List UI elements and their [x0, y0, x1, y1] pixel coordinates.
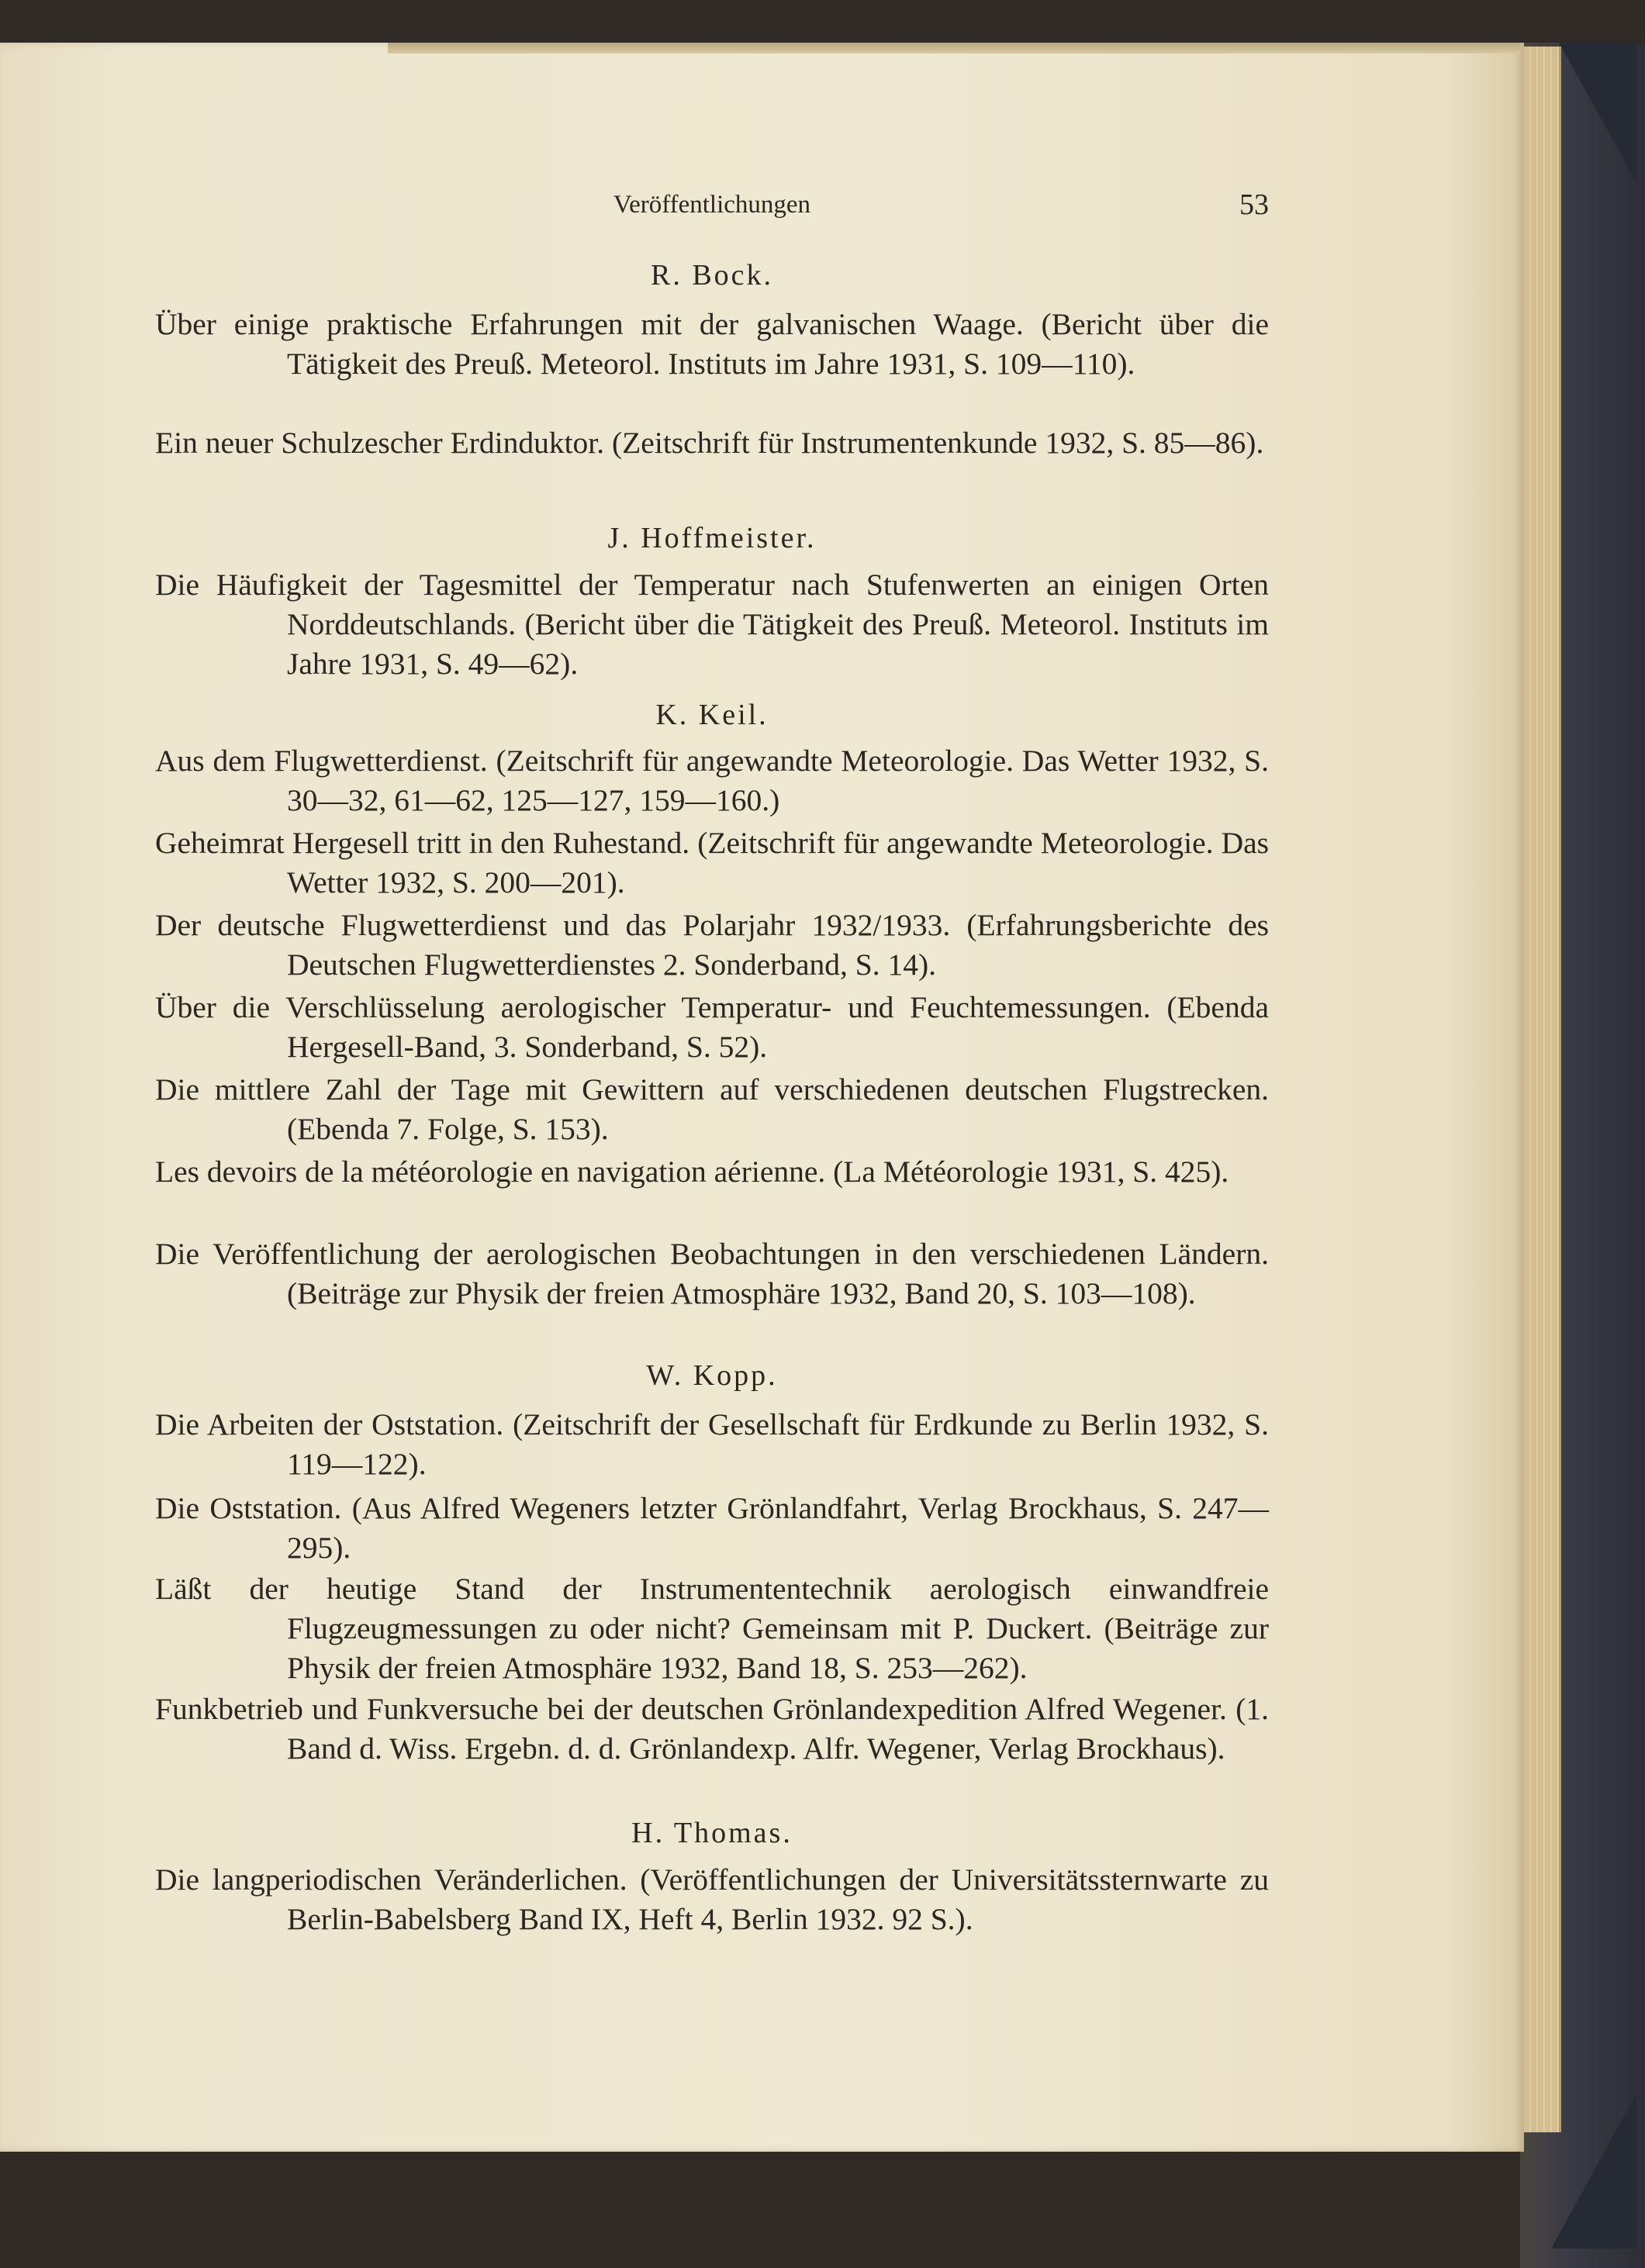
- bibliography-entry: Die langperiodischen Veränderlichen. (Veröffentlichungen der Universitätssternwarte zu Berlin-Babelsberg Band IX, Heft 4, Berlin 1932. 92 S.).: [155, 1862, 1269, 1936]
- cover-corner-bottom: [1551, 2094, 1636, 2249]
- bibliography-entry: Die Arbeiten der Oststation. (Zeitschrift der Gesellschaft für Erdkunde zu Berlin 1932, S. 119—122).: [155, 1407, 1269, 1481]
- author-heading: H. Thomas.: [631, 1817, 793, 1849]
- bibliography-entry: Die Häufigkeit der Tagesmittel der Temperatur nach Stufenwerten an einigen Orten Norddeutschlands. (Bericht über die Tätigkeit des Preuß. Meteorol. Instituts im Jahre 1931, S. 49—62).: [155, 568, 1269, 681]
- running-head: [155, 188, 1269, 226]
- author-heading: W. Kopp.: [646, 1359, 778, 1392]
- bibliography-entry: Über die Verschlüsselung aerologischer Temperatur- und Feuchtemessungen. (Ebenda Hergesell-Band, 3. Sonderband, S. 52).: [155, 990, 1269, 1064]
- bibliography-entry: Aus dem Flugwetterdienst. (Zeitschrift für angewandte Meteorologie. Das Wetter 1932, S. 30—32, 61—62, 125—127, 159—160.): [155, 744, 1269, 817]
- page-number: 53: [1239, 188, 1269, 221]
- running-title: Veröffentlichungen: [613, 191, 811, 219]
- page-top-shadow: [388, 43, 1520, 54]
- cover-corner-top: [1559, 43, 1636, 182]
- bibliography-entry: Der deutsche Flugwetterdienst und das Polarjahr 1932/1933. (Erfahrungsberichte des Deutschen Flugwetterdienstes 2. Sonderband, S. 14).: [155, 908, 1269, 982]
- author-heading: J. Hoffmeister.: [607, 522, 817, 554]
- bibliography-entry: Funkbetrieb und Funkversuche bei der deutschen Grönlandexpedition Alfred Wegener. (1. Band d. Wiss. Ergebn. d. d. Grönlandexp. Alfr. Wegener, Verlag Brockhaus).: [155, 1692, 1269, 1766]
- author-heading: K. Keil.: [655, 699, 769, 731]
- bibliography-entry: Die Veröffentlichung der aerologischen Beobachtungen in den verschiedenen Ländern. (Beiträge zur Physik der freien Atmosphäre 1932, Band 20, S. 103—108).: [155, 1237, 1269, 1310]
- bibliography-entry: Die mittlere Zahl der Tage mit Gewittern auf verschiedenen deutschen Flugstrecken. (Ebenda 7. Folge, S. 153).: [155, 1072, 1269, 1146]
- bibliography-entry: Les devoirs de la météorologie en navigation aérienne. (La Météorologie 1931, S. 425).: [155, 1155, 1229, 1189]
- author-heading: R. Bock.: [650, 259, 774, 292]
- bibliography-entry: Ein neuer Schulzescher Erdinduktor. (Zeitschrift für Instrumentenkunde 1932, S. 85—86).: [155, 426, 1264, 460]
- bibliography-entry: Über einige praktische Erfahrungen mit der galvanischen Waage. (Bericht über die Tätigkeit des Preuß. Meteorol. Instituts im Jahre 1931, S. 109—110).: [155, 307, 1269, 381]
- bibliography-entry: Geheimrat Hergesell tritt in den Ruhestand. (Zeitschrift für angewandte Meteorologie. Das Wetter 1932, S. 200—201).: [155, 826, 1269, 899]
- bibliography-entry: Die Oststation. (Aus Alfred Wegeners letzter Grönlandfahrt, Verlag Brockhaus, S. 247—295).: [155, 1491, 1269, 1565]
- bibliography-entry: Läßt der heutige Stand der Instrumententechnik aerologisch einwandfreie Flugzeugmessungen zu oder nicht? Gemeinsam mit P. Duckert. (Beiträge zur Physik der freien Atmosphäre 1932, Band 18, S. 253—262).: [155, 1572, 1269, 1685]
